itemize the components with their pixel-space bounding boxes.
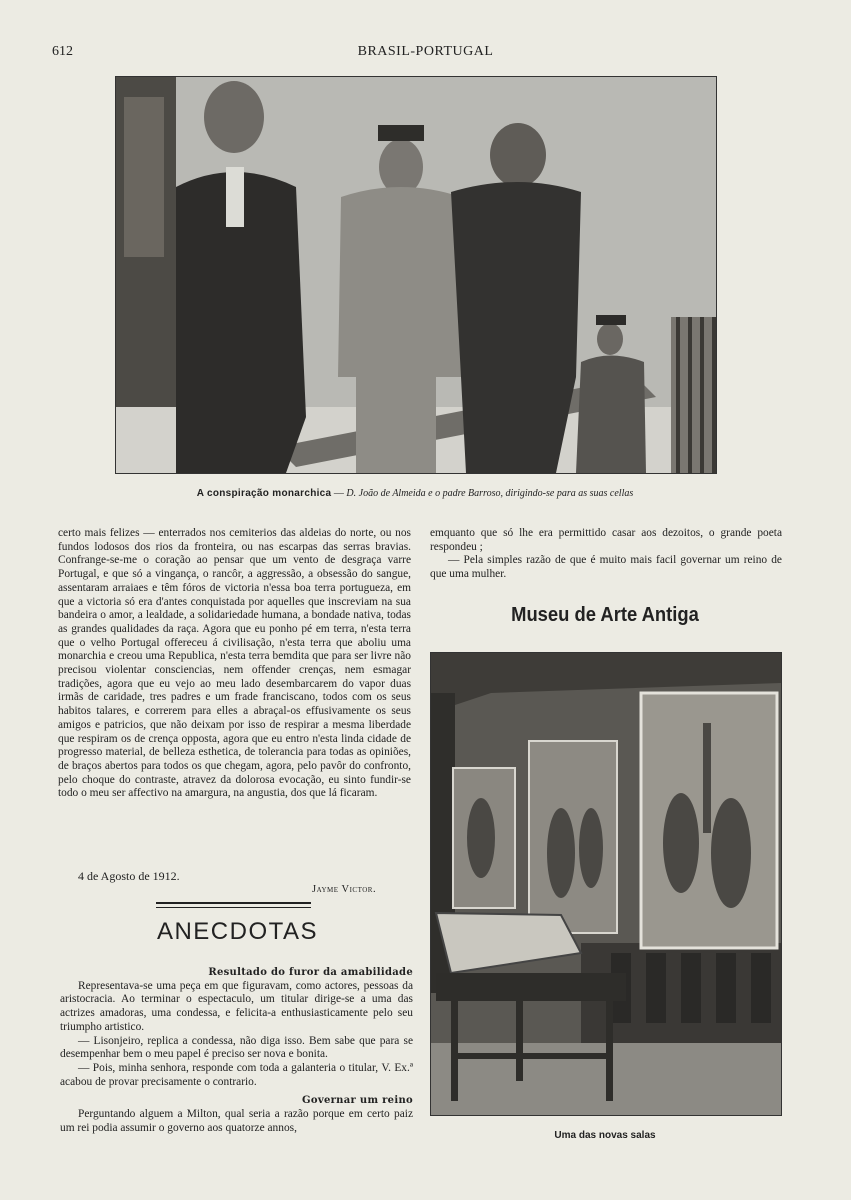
anecdotas-column	[60, 966, 413, 1135]
conspiracy-photo-image	[116, 77, 716, 473]
anecdotas-title: ANECDOTAS	[156, 918, 319, 945]
anecdote-2-p1: Perguntando alguem a Milton, qual seria a razão porque em certo paiz um rei podia assumir o governo aos quatorze annos,	[60, 1108, 413, 1134]
museu-title: Museu de Arte Antiga	[511, 604, 699, 626]
caption-italic: D. João de Almeida e o padre Barroso, dirigindo-se para as suas cellas	[346, 488, 634, 499]
anecdote-2-heading: Governar um reino	[302, 1095, 413, 1107]
anecdotas-rule-top	[156, 902, 311, 904]
anecdote-1-p2: — Lisonjeiro, replica a condessa, não diga isso. Bem sabe que para se desempenhar bem o meu papel é preciso ser nova e bonita.	[60, 1034, 413, 1061]
right-p1: emquanto que só lhe era permittido casar aos dezoitos, o grande poeta respondeu ;	[430, 527, 782, 553]
museu-photo-image	[431, 653, 781, 1115]
running-title: BRASIL-PORTUGAL	[357, 44, 494, 59]
page-number: 612	[52, 44, 73, 59]
museu-photo	[430, 652, 782, 1116]
article-body: certo mais felizes — enterrados nos cemiterios das aldeias do norte, ou nos fundos lodosos dos rios da fronteira, ou nas escarpas das serras bravias. Confrange-se-me o coração ao pensar que um vento de desgraça varre Portugal, e que só a vingança, o rancôr, a aggressão, a obsessão do sangue, assentaram arraiaes e têm fóros de victoria n'essa boa terra portugueza, em que a victoria só era d'antes conquistada por aquelles que inscreviam na sua bandeira o amor, a lealdade, a solidariedade humana, a bondade nativa, todas as grandes qualidades da raça. Agora que eu ponho pé em terra, n'esta terra que o velho Portugal offereceu á civilisação, n'esta terra que aboliu uma monarchia e creou uma Republica, n'esta terra bemdita que para ser livre não precisou violentar consciencias, nem offender crenças, nem esmagar tradições, agora que eu vejo ao meu lado desembarcarem do vapor duas irmãs de caridade, tres padres e um frade franciscano, todos com os seus habitos talares, e correrem para elles a abraçal-os effusivamente os seus amigos e patricios, que não deixam por isso de respirar a mesma liberdade que respiram os de crença opposta, agora que eu entro n'esta linda cidade de progresso material, de belleza esthetica, de tolerancia para todas as opiniões, de braços abertos para todos os que chegam, agora, pelo pavôr do confronto, pelo choque do contraste, atravez da dolorosa evocação, eu sinto fundir-se todo o meu ser affectivo na amargura, na angustia, dos que lá ficaram.	[58, 527, 411, 800]
museu-caption: Uma das novas salas	[554, 1130, 656, 1141]
anecdote-1-p3: — Pois, minha senhora, responde com toda a galanteria o titular, V. Ex.ª acabou de provar precisamente o contrario.	[60, 1061, 413, 1088]
right-p2: — Pela simples razão de que é muito mais facil governar um reino de que uma mulher.	[430, 554, 782, 581]
caption-separator: —	[331, 488, 347, 499]
top-photo-caption	[115, 488, 715, 499]
article-date: 4 de Agosto de 1912.	[78, 869, 180, 883]
anecdotas-rule-top-2	[156, 907, 311, 908]
article-author: Jayme Victor.	[312, 884, 377, 895]
conspiracy-photo	[115, 76, 717, 474]
caption-bold: A conspiração monarchica	[196, 488, 332, 499]
article-left-column	[58, 527, 411, 801]
anecdote-1-heading: Resultado do furor da amabilidade	[208, 967, 413, 978]
anecdote-1-p1: Representava-se uma peça em que figuravam, como actores, pessoas da aristocracia. Ao terminar o espectaculo, um titular dirige-se a uma das actrizes amadoras, uma condessa, e felicita-a enthusiasticamente pelo seu triumpho artistico.	[60, 979, 413, 1033]
article-right-column	[430, 527, 782, 582]
